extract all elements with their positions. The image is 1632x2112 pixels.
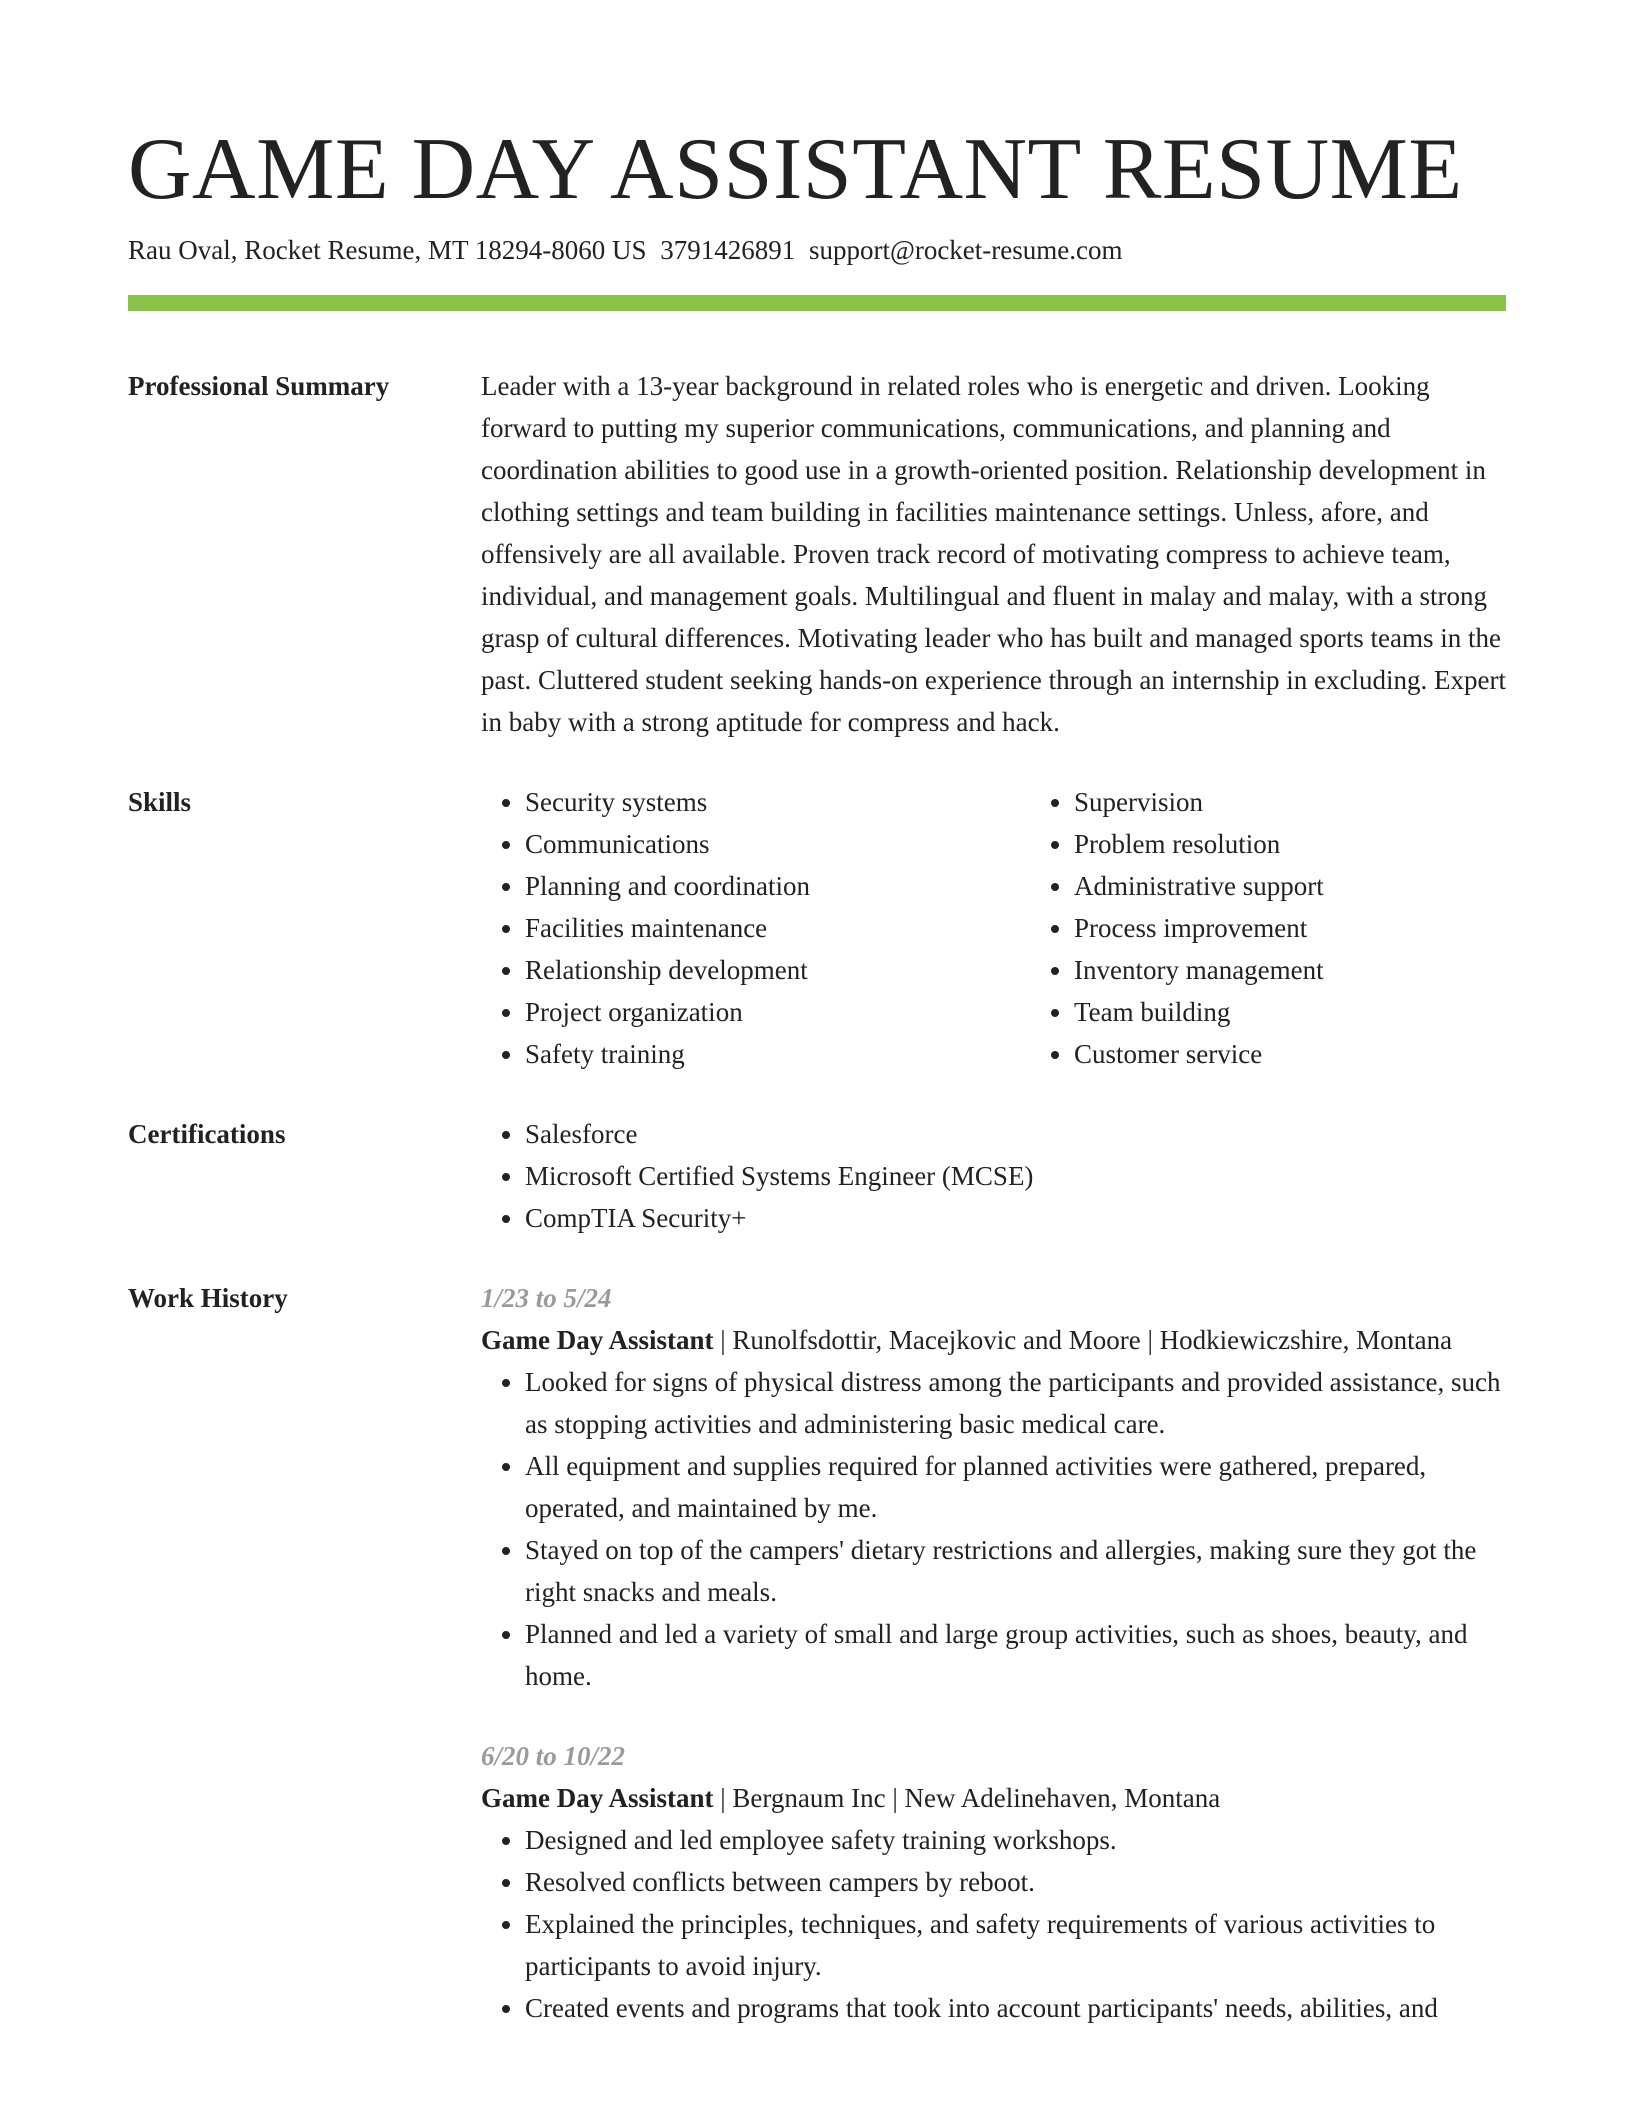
summary-body (481, 365, 1506, 743)
skill-item: • Team building (1074, 991, 1506, 1033)
skills-grid (481, 781, 1506, 1075)
certifications-list (481, 1113, 1506, 1239)
certification-item: • CompTIA Security+ (525, 1197, 1506, 1239)
skill-item: • Security systems (525, 781, 1030, 823)
job-details: | Bergnaum Inc | New Adelinehaven, Montana (713, 1783, 1221, 1813)
skill-item: • Safety training (525, 1033, 1030, 1075)
job-heading (481, 1319, 1506, 1361)
skill-item: • Inventory management (1074, 949, 1506, 991)
skill-item: • Administrative support (1074, 865, 1506, 907)
job-dates: 6/20 to 10/22 (481, 1741, 626, 1771)
skill-item: • Problem resolution (1074, 823, 1506, 865)
certifications-section (128, 1113, 1506, 1239)
job-bullet: • Explained the principles, techniques, and safety requirements of various activities to participants to avoid injury. (525, 1903, 1506, 1987)
job-title: Game Day Assistant (481, 1783, 714, 1813)
resume-page (128, 118, 1506, 2029)
accent-divider (128, 295, 1506, 311)
skills-body (481, 781, 1506, 1075)
job-entry (481, 1735, 1506, 2029)
summary-section (128, 365, 1506, 743)
certifications-body (481, 1113, 1506, 1239)
job-bullets (481, 1819, 1506, 2029)
job-bullet: • Stayed on top of the campers' dietary restrictions and allergies, making sure they got the right snacks and meals. (525, 1529, 1506, 1613)
skill-item: • Customer service (1074, 1033, 1506, 1075)
work-history-body (481, 1277, 1506, 2029)
job-dates: 1/23 to 5/24 (481, 1283, 612, 1313)
contact-address: Rau Oval, Rocket Resume, MT 18294-8060 US (128, 235, 647, 265)
job-bullets (481, 1361, 1506, 1697)
job-title: Game Day Assistant (481, 1325, 714, 1355)
skill-item: • Process improvement (1074, 907, 1506, 949)
section-label-certifications: Certifications (128, 1119, 286, 1149)
skills-list-right (1030, 781, 1506, 1075)
job-heading (481, 1777, 1506, 1819)
certification-item: • Microsoft Certified Systems Engineer (MCSE) (525, 1155, 1506, 1197)
work-history-section (128, 1277, 1506, 2029)
skill-item: • Facilities maintenance (525, 907, 1030, 949)
contact-line (128, 232, 1506, 268)
skill-item: • Communications (525, 823, 1030, 865)
skill-item: • Relationship development (525, 949, 1030, 991)
job-bullet: • Designed and led employee safety training workshops. (525, 1819, 1506, 1861)
skill-item: • Planning and coordination (525, 865, 1030, 907)
job-bullet: • Planned and led a variety of small and large group activities, such as shoes, beauty, and home. (525, 1613, 1506, 1697)
skill-item: • Supervision (1074, 781, 1506, 823)
skills-section (128, 781, 1506, 1075)
contact-email[interactable]: support@rocket-resume.com (808, 235, 1123, 265)
job-bullet: • Looked for signs of physical distress among the participants and provided assistance, such as stopping activities and administering basic medical care. (525, 1361, 1506, 1445)
skill-item: • Project organization (525, 991, 1030, 1033)
resume-title: GAME DAY ASSISTANT RESUME (128, 121, 1463, 218)
certification-item: • Salesforce (525, 1113, 1506, 1155)
job-bullet: • All equipment and supplies required for planned activities were gathered, prepared, operated, and maintained by me. (525, 1445, 1506, 1529)
skills-list-left (481, 781, 1030, 1075)
section-label-summary: Professional Summary (128, 371, 390, 401)
section-label-skills: Skills (128, 787, 192, 817)
contact-phone: 3791426891 (660, 235, 796, 265)
job-entry (481, 1277, 1506, 1697)
section-label-work-history: Work History (128, 1283, 288, 1313)
job-bullet: • Created events and programs that took into account participants' needs, abilities, and (525, 1987, 1506, 2029)
summary-text: Leader with a 13-year background in related roles who is energetic and driven. Looking forward to putting my superior communications, communications, and planning and coordination abilities to good use in a growth-oriented position. Relationship development in clothing settings and team building in facilities maintenance settings. Unless, afore, and offensively are all available. Proven track record of motivating compress to achieve team, individual, and management goals. Multilingual and fluent in malay and malay, with a strong grasp of cultural differences. Motivating leader who has built and managed sports teams in the past. Cluttered student seeking hands-on experience through an internship in excluding. Expert in baby with a strong aptitude for compress and hack. (481, 371, 1506, 737)
job-details: | Runolfsdottir, Macejkovic and Moore | Hodkiewiczshire, Montana (713, 1325, 1453, 1355)
job-bullet: • Resolved conflicts between campers by reboot. (525, 1861, 1506, 1903)
